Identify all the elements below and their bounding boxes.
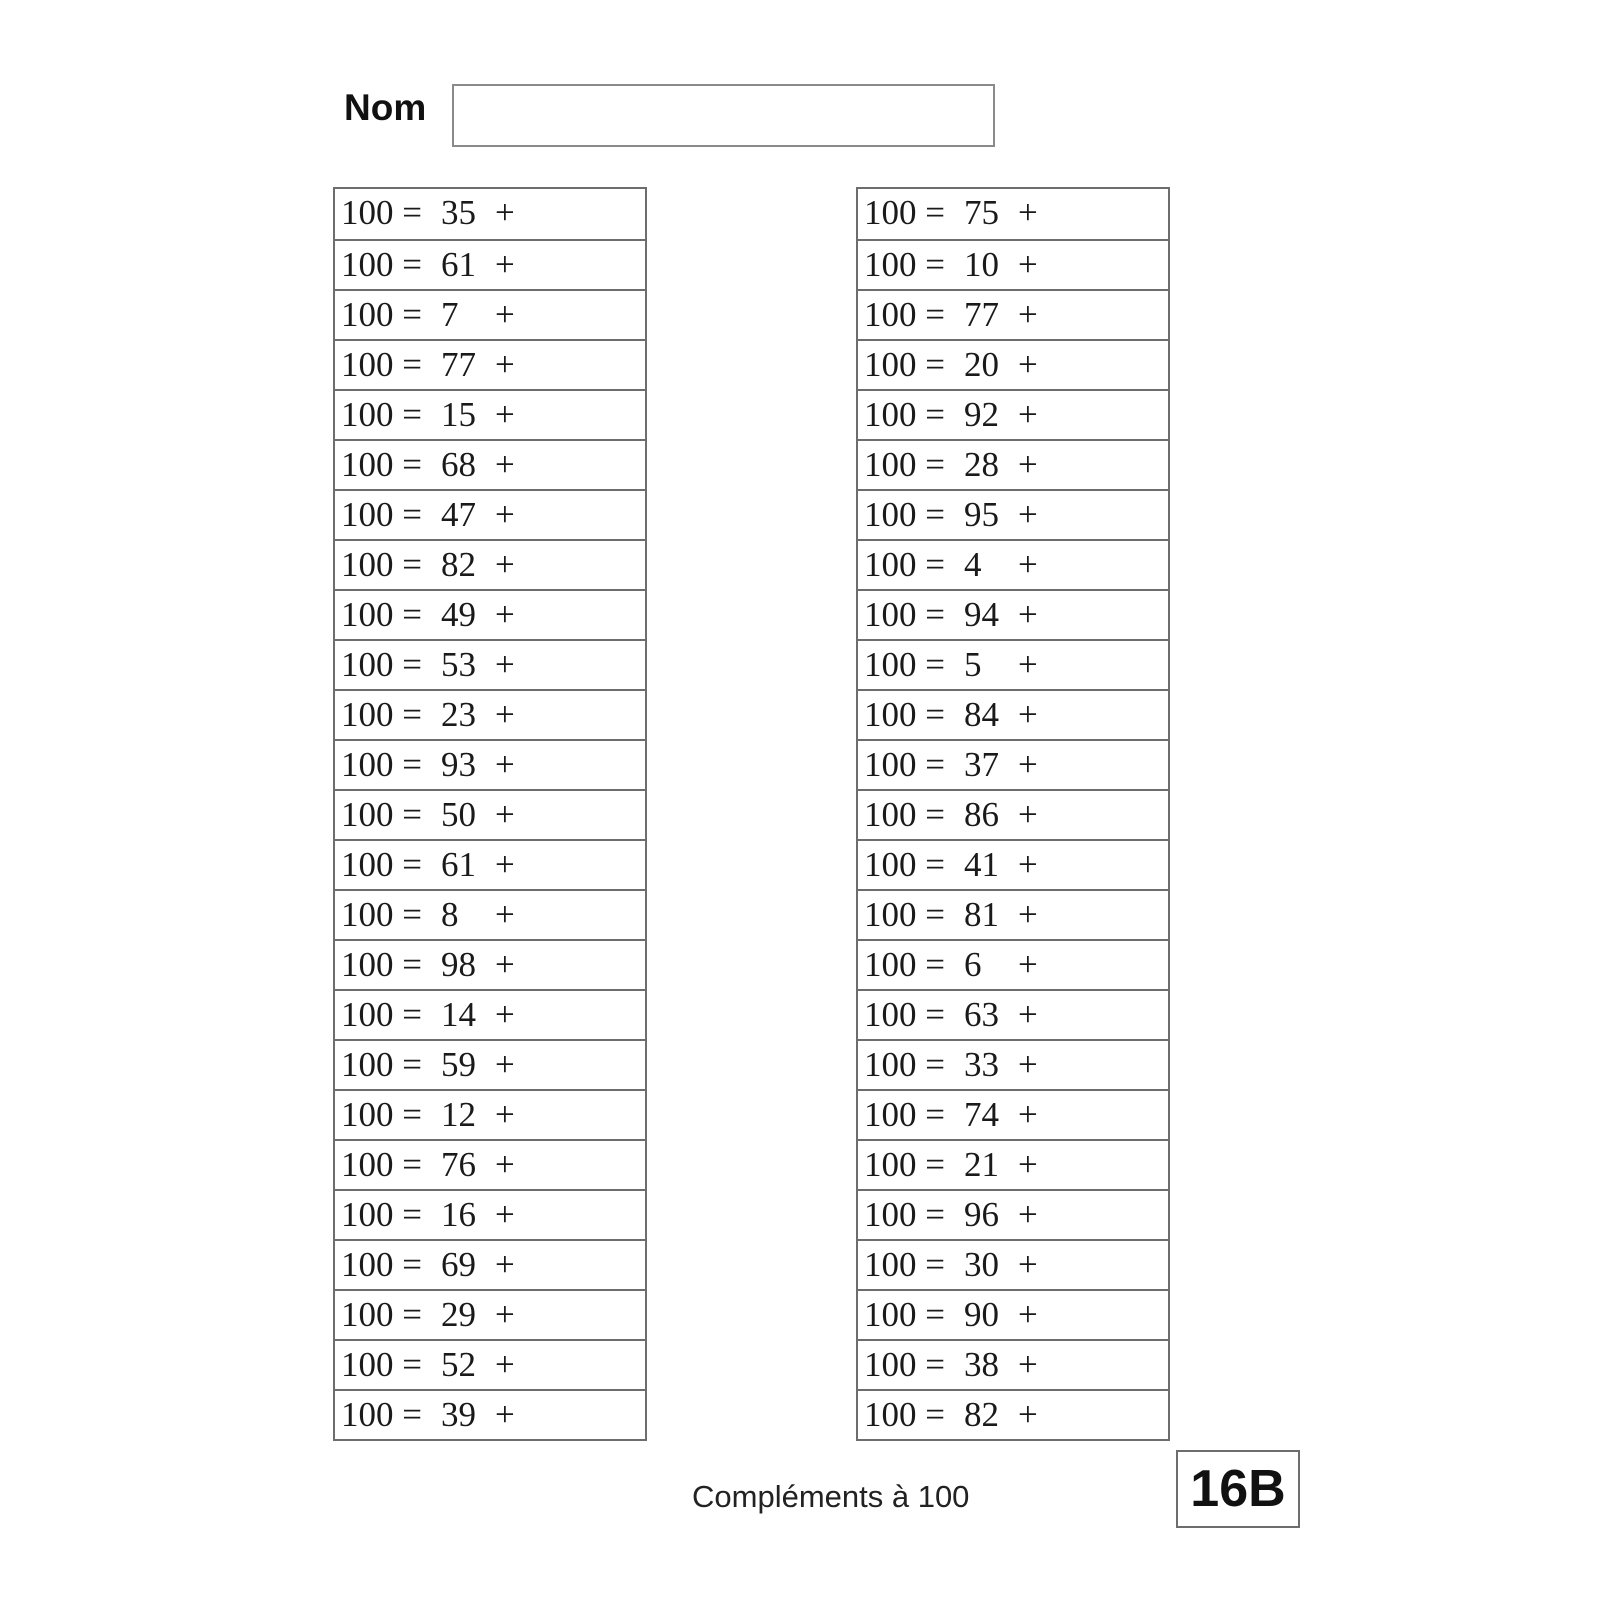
plus-sign: + <box>495 295 515 334</box>
exercise-row[interactable] <box>335 839 645 889</box>
exercise-row[interactable] <box>335 1289 645 1339</box>
exercise-row[interactable] <box>335 589 645 639</box>
plus-sign: + <box>495 193 515 232</box>
plus-sign: + <box>1018 595 1038 634</box>
equation-lhs: 100 = <box>864 795 945 834</box>
exercise-row[interactable] <box>335 1189 645 1239</box>
given-number: 14 <box>441 995 476 1034</box>
equation-lhs: 100 = <box>341 645 422 684</box>
exercise-row[interactable] <box>335 439 645 489</box>
plus-sign: + <box>1018 445 1038 484</box>
equation-lhs: 100 = <box>864 545 945 584</box>
plus-sign: + <box>495 1295 515 1334</box>
plus-sign: + <box>1018 795 1038 834</box>
exercise-row[interactable] <box>858 1239 1168 1289</box>
given-number: 93 <box>441 745 476 784</box>
given-number: 23 <box>441 695 476 734</box>
equation-lhs: 100 = <box>341 1345 422 1384</box>
given-number: 33 <box>964 1045 999 1084</box>
plus-sign: + <box>495 495 515 534</box>
plus-sign: + <box>495 795 515 834</box>
plus-sign: + <box>1018 995 1038 1034</box>
equation-lhs: 100 = <box>864 695 945 734</box>
exercise-row[interactable] <box>858 989 1168 1039</box>
exercise-row[interactable] <box>858 939 1168 989</box>
given-number: 52 <box>441 1345 476 1384</box>
plus-sign: + <box>495 845 515 884</box>
given-number: 68 <box>441 445 476 484</box>
equation-lhs: 100 = <box>864 395 945 434</box>
equation-lhs: 100 = <box>341 695 422 734</box>
plus-sign: + <box>1018 395 1038 434</box>
equation-lhs: 100 = <box>341 1145 422 1184</box>
plus-sign: + <box>1018 695 1038 734</box>
exercise-row[interactable] <box>858 1389 1168 1439</box>
given-number: 35 <box>441 193 476 232</box>
equation-lhs: 100 = <box>864 445 945 484</box>
plus-sign: + <box>1018 245 1038 284</box>
plus-sign: + <box>495 995 515 1034</box>
given-number: 15 <box>441 395 476 434</box>
given-number: 84 <box>964 695 999 734</box>
exercise-column-left <box>333 187 647 1441</box>
equation-lhs: 100 = <box>864 1295 945 1334</box>
plus-sign: + <box>495 895 515 934</box>
equation-lhs: 100 = <box>864 645 945 684</box>
equation-lhs: 100 = <box>341 745 422 784</box>
given-number: 75 <box>964 193 999 232</box>
plus-sign: + <box>1018 545 1038 584</box>
exercise-row[interactable] <box>335 739 645 789</box>
plus-sign: + <box>1018 1145 1038 1184</box>
exercise-row[interactable] <box>335 1039 645 1089</box>
given-number: 61 <box>441 245 476 284</box>
exercise-row[interactable] <box>858 1289 1168 1339</box>
given-number: 76 <box>441 1145 476 1184</box>
plus-sign: + <box>495 595 515 634</box>
plus-sign: + <box>1018 1195 1038 1234</box>
given-number: 74 <box>964 1095 999 1134</box>
given-number: 37 <box>964 745 999 784</box>
given-number: 5 <box>964 645 982 684</box>
equation-lhs: 100 = <box>341 1195 422 1234</box>
given-number: 38 <box>964 1345 999 1384</box>
exercise-row[interactable] <box>335 289 645 339</box>
exercise-row[interactable] <box>335 1339 645 1389</box>
plus-sign: + <box>495 1145 515 1184</box>
plus-sign: + <box>1018 193 1038 232</box>
exercise-row[interactable] <box>858 1089 1168 1139</box>
given-number: 16 <box>441 1195 476 1234</box>
equation-lhs: 100 = <box>864 1045 945 1084</box>
equation-lhs: 100 = <box>341 1245 422 1284</box>
worksheet-title: Compléments à 100 <box>692 1479 970 1514</box>
exercise-row[interactable] <box>858 839 1168 889</box>
exercise-row[interactable] <box>858 189 1168 239</box>
plus-sign: + <box>1018 1295 1038 1334</box>
equation-lhs: 100 = <box>864 895 945 934</box>
plus-sign: + <box>1018 745 1038 784</box>
equation-lhs: 100 = <box>341 445 422 484</box>
equation-lhs: 100 = <box>864 945 945 984</box>
exercise-row[interactable] <box>858 1339 1168 1389</box>
plus-sign: + <box>1018 945 1038 984</box>
plus-sign: + <box>1018 295 1038 334</box>
given-number: 50 <box>441 795 476 834</box>
exercise-row[interactable] <box>858 489 1168 539</box>
given-number: 28 <box>964 445 999 484</box>
plus-sign: + <box>495 545 515 584</box>
exercise-row[interactable] <box>335 939 645 989</box>
given-number: 96 <box>964 1195 999 1234</box>
exercise-row[interactable] <box>335 639 645 689</box>
given-number: 7 <box>441 295 459 334</box>
plus-sign: + <box>495 1195 515 1234</box>
equation-lhs: 100 = <box>864 1345 945 1384</box>
given-number: 92 <box>964 395 999 434</box>
equation-lhs: 100 = <box>341 495 422 534</box>
plus-sign: + <box>1018 1345 1038 1384</box>
exercise-row[interactable] <box>858 739 1168 789</box>
sheet-code-badge: 16B <box>1176 1450 1300 1528</box>
plus-sign: + <box>1018 345 1038 384</box>
exercise-row[interactable] <box>335 489 645 539</box>
equation-lhs: 100 = <box>864 1395 945 1434</box>
exercise-row[interactable] <box>858 239 1168 289</box>
given-number: 30 <box>964 1245 999 1284</box>
equation-lhs: 100 = <box>341 1095 422 1134</box>
exercise-row[interactable] <box>335 1139 645 1189</box>
plus-sign: + <box>1018 1395 1038 1434</box>
given-number: 90 <box>964 1295 999 1334</box>
exercise-row[interactable] <box>335 239 645 289</box>
plus-sign: + <box>495 1095 515 1134</box>
given-number: 82 <box>964 1395 999 1434</box>
plus-sign: + <box>495 695 515 734</box>
given-number: 86 <box>964 795 999 834</box>
exercise-row[interactable] <box>335 889 645 939</box>
name-field[interactable] <box>452 84 995 147</box>
equation-lhs: 100 = <box>341 295 422 334</box>
equation-lhs: 100 = <box>341 1295 422 1334</box>
given-number: 77 <box>964 295 999 334</box>
given-number: 12 <box>441 1095 476 1134</box>
given-number: 47 <box>441 495 476 534</box>
exercise-row[interactable] <box>858 1039 1168 1089</box>
exercise-row[interactable] <box>858 389 1168 439</box>
exercise-row[interactable] <box>335 1089 645 1139</box>
given-number: 39 <box>441 1395 476 1434</box>
equation-lhs: 100 = <box>864 745 945 784</box>
exercise-row[interactable] <box>858 589 1168 639</box>
exercise-row[interactable] <box>335 989 645 1039</box>
given-number: 77 <box>441 345 476 384</box>
equation-lhs: 100 = <box>864 1245 945 1284</box>
exercise-row[interactable] <box>335 1389 645 1439</box>
equation-lhs: 100 = <box>864 193 945 232</box>
plus-sign: + <box>495 395 515 434</box>
given-number: 21 <box>964 1145 999 1184</box>
exercise-row[interactable] <box>858 289 1168 339</box>
plus-sign: + <box>495 445 515 484</box>
name-label: Nom <box>344 87 427 128</box>
exercise-row[interactable] <box>335 1239 645 1289</box>
equation-lhs: 100 = <box>341 1045 422 1084</box>
given-number: 41 <box>964 845 999 884</box>
plus-sign: + <box>495 1345 515 1384</box>
equation-lhs: 100 = <box>341 845 422 884</box>
exercise-row[interactable] <box>858 789 1168 839</box>
exercise-row[interactable] <box>858 689 1168 739</box>
equation-lhs: 100 = <box>341 795 422 834</box>
given-number: 20 <box>964 345 999 384</box>
plus-sign: + <box>495 1395 515 1434</box>
exercise-row[interactable] <box>858 639 1168 689</box>
equation-lhs: 100 = <box>341 1395 422 1434</box>
plus-sign: + <box>1018 495 1038 534</box>
equation-lhs: 100 = <box>341 545 422 584</box>
equation-lhs: 100 = <box>864 1095 945 1134</box>
equation-lhs: 100 = <box>864 295 945 334</box>
plus-sign: + <box>495 1245 515 1284</box>
equation-lhs: 100 = <box>864 495 945 534</box>
given-number: 94 <box>964 595 999 634</box>
plus-sign: + <box>495 645 515 684</box>
plus-sign: + <box>495 245 515 284</box>
given-number: 10 <box>964 245 999 284</box>
equation-lhs: 100 = <box>341 345 422 384</box>
exercise-row[interactable] <box>858 439 1168 489</box>
given-number: 8 <box>441 895 459 934</box>
exercise-row[interactable] <box>858 339 1168 389</box>
equation-lhs: 100 = <box>341 995 422 1034</box>
given-number: 95 <box>964 495 999 534</box>
equation-lhs: 100 = <box>864 345 945 384</box>
exercise-row[interactable] <box>335 339 645 389</box>
exercise-row[interactable] <box>858 1139 1168 1189</box>
exercise-row[interactable] <box>858 889 1168 939</box>
given-number: 6 <box>964 945 982 984</box>
plus-sign: + <box>1018 1245 1038 1284</box>
plus-sign: + <box>495 945 515 984</box>
equation-lhs: 100 = <box>341 945 422 984</box>
plus-sign: + <box>495 745 515 784</box>
equation-lhs: 100 = <box>341 895 422 934</box>
equation-lhs: 100 = <box>864 245 945 284</box>
equation-lhs: 100 = <box>341 395 422 434</box>
equation-lhs: 100 = <box>341 193 422 232</box>
exercise-row[interactable] <box>335 189 645 239</box>
equation-lhs: 100 = <box>864 995 945 1034</box>
given-number: 81 <box>964 895 999 934</box>
equation-lhs: 100 = <box>864 1195 945 1234</box>
exercise-column-right <box>856 187 1170 1441</box>
given-number: 59 <box>441 1045 476 1084</box>
given-number: 69 <box>441 1245 476 1284</box>
plus-sign: + <box>1018 1045 1038 1084</box>
equation-lhs: 100 = <box>864 1145 945 1184</box>
exercise-row[interactable] <box>335 389 645 439</box>
exercise-row[interactable] <box>858 539 1168 589</box>
equation-lhs: 100 = <box>341 595 422 634</box>
given-number: 4 <box>964 545 982 584</box>
exercise-row[interactable] <box>335 539 645 589</box>
exercise-row[interactable] <box>335 789 645 839</box>
given-number: 98 <box>441 945 476 984</box>
plus-sign: + <box>1018 645 1038 684</box>
given-number: 63 <box>964 995 999 1034</box>
exercise-row[interactable] <box>858 1189 1168 1239</box>
equation-lhs: 100 = <box>341 245 422 284</box>
plus-sign: + <box>1018 895 1038 934</box>
plus-sign: + <box>1018 845 1038 884</box>
given-number: 82 <box>441 545 476 584</box>
given-number: 53 <box>441 645 476 684</box>
plus-sign: + <box>1018 1095 1038 1134</box>
exercise-row[interactable] <box>335 689 645 739</box>
given-number: 29 <box>441 1295 476 1334</box>
equation-lhs: 100 = <box>864 595 945 634</box>
plus-sign: + <box>495 1045 515 1084</box>
given-number: 61 <box>441 845 476 884</box>
given-number: 49 <box>441 595 476 634</box>
equation-lhs: 100 = <box>864 845 945 884</box>
plus-sign: + <box>495 345 515 384</box>
